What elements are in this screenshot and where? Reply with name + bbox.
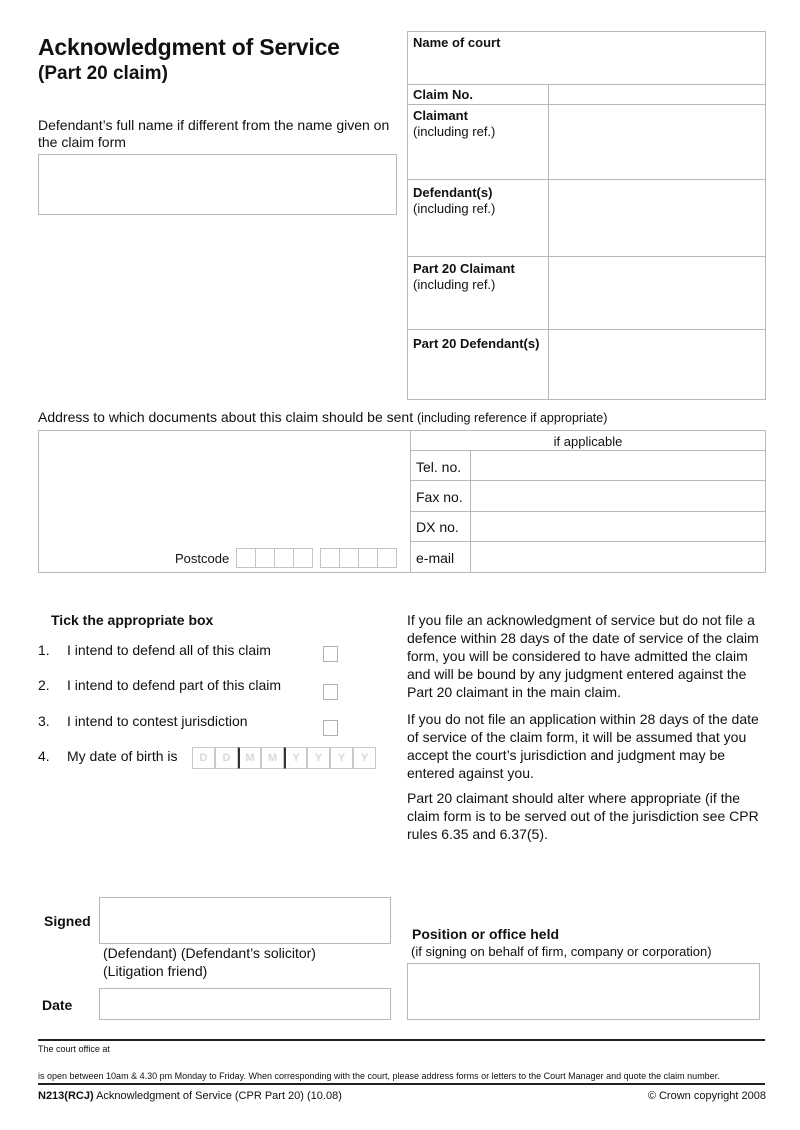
postcode-label: Postcode: [175, 551, 230, 566]
signed-label: Signed: [44, 913, 91, 929]
postcode-char-box[interactable]: [339, 548, 359, 568]
dob-month-box[interactable]: M: [238, 747, 261, 769]
date-label: Date: [42, 997, 73, 1013]
form-reference: N213(RCJ) Acknowledgment of Service (CPR Part 20) (10.08): [38, 1090, 342, 1102]
position-label: Position or office held: [412, 926, 560, 942]
postcode-char-box[interactable]: [255, 548, 275, 568]
dob-year-box[interactable]: Y: [353, 747, 376, 769]
tick-item-number: 1.: [38, 642, 50, 658]
part20-defendants-label: Part 20 Defendant(s): [413, 336, 540, 351]
contest-jurisdiction-checkbox[interactable]: [323, 720, 338, 736]
postcode-char-box[interactable]: [236, 548, 256, 568]
signed-caption: (Litigation friend): [103, 963, 208, 979]
fax-field[interactable]: [471, 481, 765, 510]
note-part20: Part 20 claimant should alter where appropriate (if the claim form is to be served out of the jurisdiction see CPR rules 6.35 and 6.37(5).: [407, 790, 759, 842]
dob-year-box[interactable]: Y: [330, 747, 353, 769]
defendant-name-label: Defendant’s full name if different from the name given on the claim form: [38, 117, 390, 150]
postcode-char-box[interactable]: [320, 548, 340, 568]
signed-caption: (Defendant) (Defendant’s solicitor): [103, 945, 316, 961]
postcode-char-box[interactable]: [293, 548, 313, 568]
dx-field[interactable]: [471, 512, 765, 541]
tick-item-label: I intend to defend all of this claim: [67, 642, 271, 658]
defend-all-checkbox[interactable]: [323, 646, 338, 662]
note-defence: If you file an acknowledgment of service but do not file a defence within 28 days of the date of service of the claim form, you will be considered to have admitted the claim and will be bound by any judgment entered against the Part 20 claimant in the main claim.: [407, 612, 759, 700]
tick-item-label: I intend to contest jurisdiction: [67, 713, 248, 729]
tick-item-number: 4.: [38, 748, 50, 764]
fax-label: Fax no.: [416, 489, 463, 505]
tick-item-label: I intend to defend part of this claim: [67, 677, 282, 693]
if-applicable-label: if applicable: [553, 434, 623, 449]
signed-field[interactable]: [99, 897, 391, 944]
footer-rule: [38, 1039, 765, 1041]
defend-part-checkbox[interactable]: [323, 684, 338, 700]
postcode-char-box[interactable]: [274, 548, 294, 568]
defendants-field[interactable]: [549, 180, 765, 256]
name-of-court-field[interactable]: [408, 47, 765, 84]
claimant-label: Claimant (including ref.): [413, 108, 496, 139]
defendant-name-field[interactable]: [38, 154, 397, 215]
footer-rule: [38, 1083, 765, 1085]
dob-year-box[interactable]: Y: [284, 747, 307, 769]
postcode-char-box[interactable]: [358, 548, 378, 568]
dob-month-box[interactable]: M: [261, 747, 284, 769]
tel-label: Tel. no.: [416, 459, 462, 475]
date-field[interactable]: [99, 988, 391, 1020]
dob-year-box[interactable]: Y: [307, 747, 330, 769]
email-label: e-mail: [416, 550, 455, 566]
tick-item-number: 3.: [38, 713, 50, 729]
defendants-label: Defendant(s) (including ref.): [413, 185, 496, 216]
tick-heading: Tick the appropriate box: [51, 612, 214, 628]
position-field[interactable]: [407, 963, 760, 1020]
tick-item-number: 2.: [38, 677, 50, 693]
address-field[interactable]: [39, 431, 409, 543]
part20-defendants-field[interactable]: [549, 330, 765, 399]
part20-claimant-label: Part 20 Claimant (including ref.): [413, 261, 515, 292]
court-office-line: The court office at: [38, 1044, 110, 1054]
position-note: (if signing on behalf of firm, company or corporation): [411, 944, 712, 959]
dob-day-box[interactable]: D: [192, 747, 215, 769]
postcode-char-box[interactable]: [377, 548, 397, 568]
dx-label: DX no.: [416, 519, 459, 535]
tel-field[interactable]: [471, 451, 765, 480]
part20-claimant-field[interactable]: [549, 257, 765, 329]
dob-label: My date of birth is: [67, 748, 178, 764]
divider: [410, 430, 411, 573]
dob-day-box[interactable]: D: [215, 747, 238, 769]
address-label: Address to which documents about this claim should be sent (including reference if appropriate): [38, 409, 608, 425]
claimant-field[interactable]: [549, 105, 765, 179]
page-subtitle: (Part 20 claim): [38, 63, 168, 84]
email-field[interactable]: [471, 542, 765, 572]
page-title: Acknowledgment of Service: [38, 34, 340, 60]
copyright: © Crown copyright 2008: [647, 1090, 766, 1102]
claim-no-field[interactable]: [549, 85, 765, 104]
note-jurisdiction: If you do not file an application within 28 days of the date of service of the claim form, it will be assumed that you accept the court’s jurisdiction and judgment may be entered against you.: [407, 711, 759, 781]
name-of-court-label: Name of court: [413, 35, 501, 50]
office-hours-line: is open between 10am & 4.30 pm Monday to Friday. When corresponding with the court, please address forms or letters to the Court Manager and quote the claim number.: [38, 1071, 720, 1081]
claim-no-label: Claim No.: [413, 87, 473, 102]
